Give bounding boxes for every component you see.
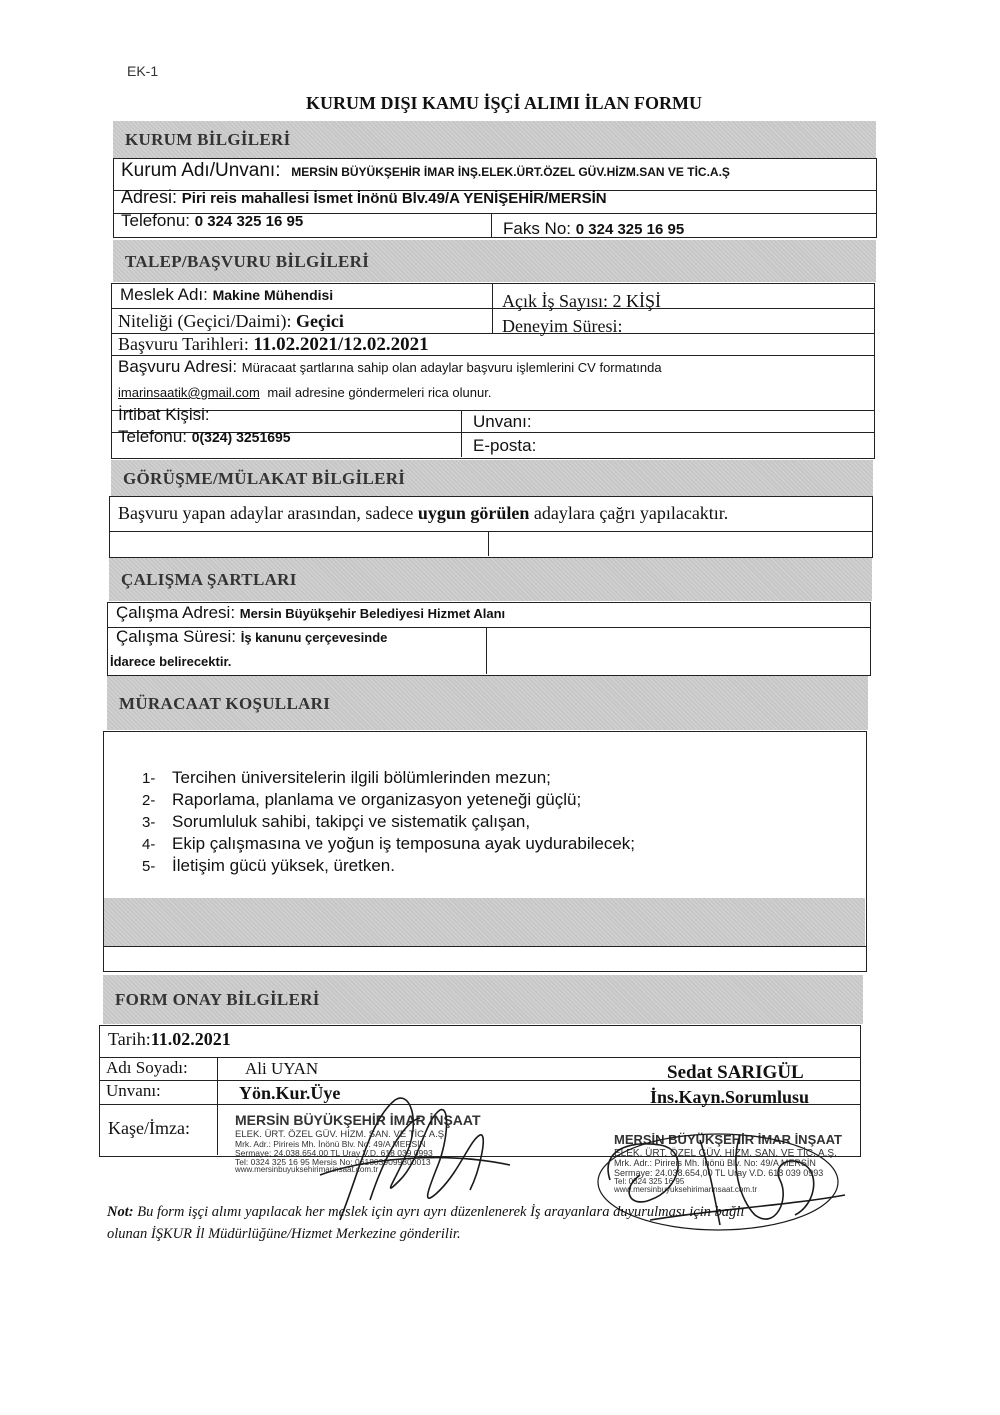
nitelik-label: Niteliği (Geçici/Daimi): (118, 311, 292, 331)
kurum-adres-label: Adresi: (121, 187, 178, 207)
onay-unvani-label: Unvanı: (106, 1081, 161, 1100)
calisma-adres-value: Mersin Büyükşehir Belediyesi Hizmet Alanı (239, 606, 506, 621)
kosul-num: 5- (142, 858, 156, 875)
basvuru-adresi-text2: mail adresine göndermeleri rica olunur. (267, 385, 492, 400)
kurum-telefon-label: Telefonu: (121, 211, 190, 230)
basvuru-adresi-row1 (118, 357, 662, 377)
calisma-sure-value2: İdarece belirecektir. (110, 654, 232, 669)
gorusme-text (118, 503, 728, 524)
kurum-faks-label: Faks No: (503, 219, 572, 238)
calisma-sure-row (116, 627, 387, 647)
nitelik-row (118, 311, 344, 332)
stamp-left-line2: ELEK. ÜRT. ÖZEL GÜV. HİZM. SAN. VE TİC. A.Ş. (235, 1128, 447, 1140)
section-title-kurum: KURUM BİLGİLERİ (125, 130, 291, 149)
kosul-item (142, 833, 635, 855)
note-text2: olunan İŞKUR İl Müdürlüğüne/Hizmet Merkezine gönderilir. (107, 1226, 461, 1242)
kurum-adi-value: MERSİN BÜYÜKŞEHİR İMAR İNŞ.ELEK.ÜRT.ÖZEL GÜV.HİZM.SAN VE TİC.A.Ş (291, 165, 730, 179)
meslek-value: Makine Mühendisi (212, 287, 334, 303)
kosul-item (142, 789, 635, 811)
section-title-calisma: ÇALIŞMA ŞARTLARI (121, 570, 297, 589)
onay-adi-value-right: Sedat SARIGÜL (667, 1062, 804, 1083)
kurum-adres-value: Piri reis mahallesi İsmet İnönü Blv.49/A YENİŞEHİR/MERSİN (181, 190, 607, 207)
section-header-gorusme (111, 460, 873, 496)
kurum-adres-row (121, 187, 607, 208)
section-header-onay (103, 975, 863, 1024)
section-title-onay: FORM ONAY BİLGİLERİ (115, 990, 320, 1009)
basvuru-adresi-text: Müracaat şartlarına sahip olan adaylar başvuru işlemlerini CV formatında (241, 360, 662, 375)
note-label: Not: (107, 1204, 134, 1220)
stamp-left-line6: www.mersinbuyuksehirimarinsaat.com.tr (235, 1165, 379, 1175)
stamp-left-line5: Tel: 0324 325 16 95 Mersis No: 0618039099300013 (235, 1156, 431, 1167)
onay-tarih-label: Tarih: (108, 1029, 151, 1049)
note-text1: Bu form işçi alımı yapılacak her meslek için ayrı ayrı düzenlenerek İş arayanlara duyurulması için bağlı (137, 1204, 745, 1220)
kurum-adi-label: Kurum Adı/Unvanı: (121, 160, 281, 181)
stamp-right-line2: ELEK. ÜRT. ÖZEL GÜV. HİZM. SAN. VE TİC. A.Ş. (614, 1147, 837, 1159)
kosul-num: 1- (142, 770, 156, 787)
section-header-kurum (113, 121, 876, 158)
basvuru-email-link[interactable]: imarinsaatik@gmail.com (118, 385, 260, 400)
kosul-text: İletişim gücü yüksek, üretken. (172, 856, 395, 875)
kosul-item (142, 855, 635, 877)
basvuru-tarih-label: Başvuru Tarihleri: (118, 334, 249, 354)
kurum-telefon-row (121, 211, 303, 231)
kosul-text: Ekip çalışmasına ve yoğun iş temposuna ayak uydurabilecek; (172, 834, 636, 853)
stamp-right-line4: Sermaye: 24.038.654,00 TL Uray V.D. 618 039 0993 (614, 1167, 824, 1178)
basvuru-tarih-value: 11.02.2021/12.02.2021 (253, 334, 429, 355)
irtibat-telefon-label: Telefonu: (118, 427, 187, 446)
footer-note (107, 1201, 744, 1245)
onay-adi-label: Adı Soyadı: (106, 1058, 188, 1077)
stamp-right-line6: www.mersinbuyuksehirimarinsaat.com.tr (614, 1185, 758, 1195)
onay-tarih-row (108, 1029, 231, 1050)
kurum-telefon-value: 0 324 325 16 95 (194, 213, 304, 230)
section-header-talep (113, 240, 876, 282)
kosul-item (142, 811, 635, 833)
onay-adi-value-left: Ali UYAN (245, 1059, 319, 1078)
muracaat-blank-band (104, 898, 865, 946)
acik-is-sayisi: Açık İş Sayısı: 2 KİŞİ (502, 291, 661, 311)
kosul-item (142, 767, 635, 789)
calisma-adres-row (116, 603, 505, 623)
stamp-left-line3: Mrk. Adr.: Pirireis Mh. İnönü Blv. No: 49/A MERSİN (235, 1138, 426, 1149)
kosul-text: Sorumluluk sahibi, takipçi ve sistematik çalışan, (172, 812, 531, 831)
onay-kase-label: Kaşe/İmza: (108, 1118, 190, 1138)
stamp-right-line1: MERSİN BÜYÜKŞEHİR İMAR İNŞAAT (614, 1132, 842, 1147)
basvuru-adresi-row2 (118, 385, 491, 400)
section-header-calisma (109, 558, 872, 601)
irtibat-eposta-label: E-posta: (473, 436, 537, 455)
document-code: EK-1 (127, 63, 159, 79)
kosul-text: Tercihen üniversitelerin ilgili bölümlerinden mezun; (172, 768, 551, 787)
section-title-talep: TALEP/BAŞVURU BİLGİLERİ (125, 251, 370, 271)
stamp-left-line1: MERSİN BÜYÜKŞEHİR İMAR İNŞAAT (235, 1112, 481, 1128)
section-title-muracaat: MÜRACAAT KOŞULLARI (119, 693, 331, 713)
muracaat-kosullari-list (142, 767, 635, 877)
gorusme-text-bold: uygun görülen (417, 503, 530, 523)
basvuru-adresi-label: Başvuru Adresi: (118, 357, 238, 376)
calisma-adres-label: Çalışma Adresi: (116, 603, 236, 622)
kosul-num: 2- (142, 792, 156, 809)
basvuru-tarih-row (118, 334, 429, 356)
onay-tarih-value: 11.02.2021 (150, 1029, 231, 1049)
gorusme-text-before: Başvuru yapan adaylar arasından, sadece (118, 503, 414, 523)
section-title-gorusme: GÖRÜŞME/MÜLAKAT BİLGİLERİ (123, 468, 406, 488)
meslek-label: Meslek Adı: (120, 285, 208, 304)
onay-unvani-value-right: İns.Kayn.Sorumlusu (650, 1087, 810, 1107)
kurum-faks-row (503, 219, 684, 239)
meslek-row (120, 285, 333, 305)
kosul-num: 3- (142, 814, 156, 831)
irtibat-telefon-value: 0(324) 3251695 (191, 429, 291, 445)
nitelik-value: Geçici (295, 311, 344, 331)
calisma-sure-label: Çalışma Süresi: (116, 627, 236, 646)
gorusme-text-after: adaylara çağrı yapılacaktır. (533, 503, 729, 523)
form-title: KURUM DIŞI KAMU İŞÇİ ALIMI İLAN FORMU (306, 93, 703, 113)
irtibat-telefon-row (118, 427, 291, 447)
onay-unvani-value-left: Yön.Kur.Üye (239, 1083, 341, 1103)
kurum-faks-value: 0 324 325 16 95 (575, 221, 685, 238)
stamp-left-line4: Sermaye: 24.038.654,00 TL Uray V.D. 618 039 0993 (235, 1147, 433, 1158)
kurum-adi-row (121, 160, 730, 182)
irtibat-unvani-label: Unvanı: (473, 412, 532, 431)
stamp-right-line3: Mrk. Adr.: Pirireis Mh. İnönü Blv. No: 49/A MERSİN (614, 1158, 816, 1169)
irtibat-label: İrtibat Kişisi: (118, 405, 210, 424)
calisma-sure-value1: İş kanunu çerçevesinde (240, 630, 388, 645)
kosul-text: Raporlama, planlama ve organizasyon yeteneği güçlü; (172, 790, 582, 809)
stamp-right-line5: Tel: 0324 325 16 95 (614, 1177, 685, 1187)
section-header-muracaat (107, 676, 868, 730)
deneyim-label: Deneyim Süresi: (502, 316, 623, 336)
kosul-num: 4- (142, 836, 156, 853)
